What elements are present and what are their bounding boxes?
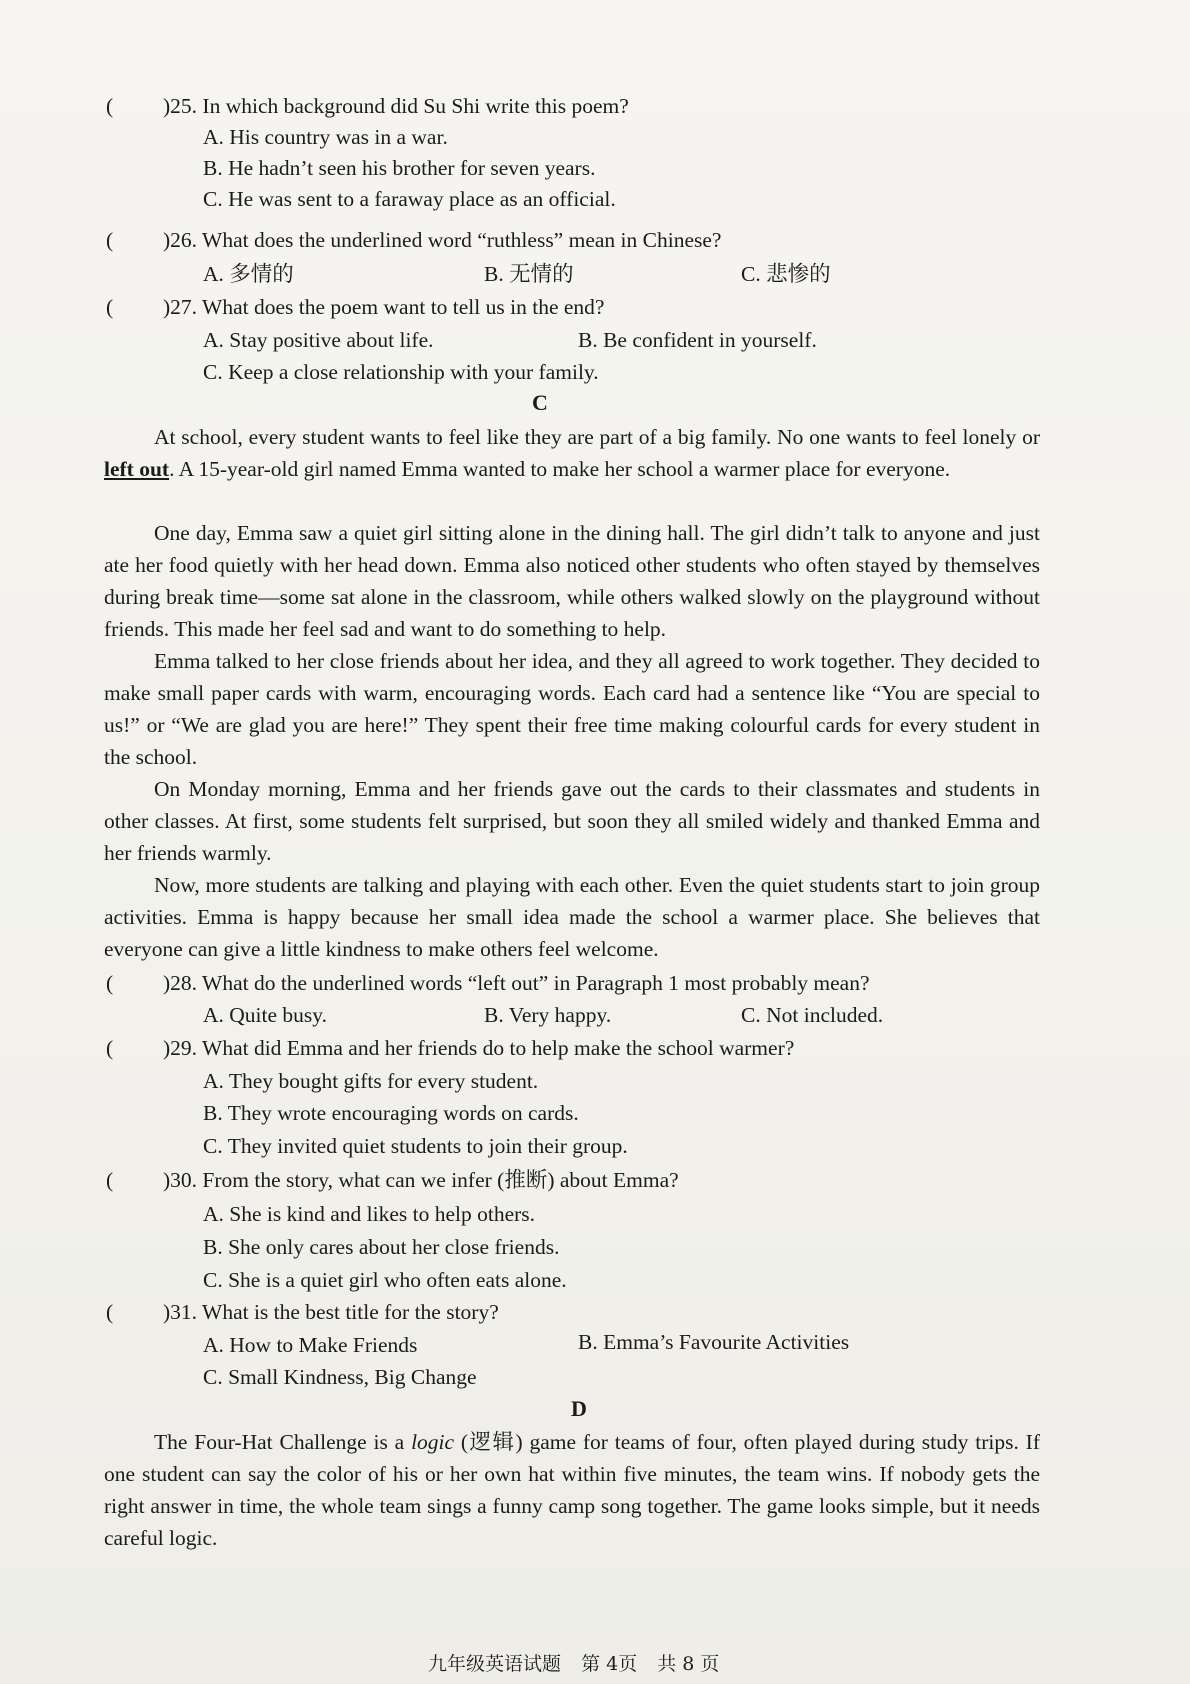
question-25: )25. In which background did Su Shi write this poem?: [163, 94, 629, 118]
footer-total-pages: 共 8 页: [657, 1653, 720, 1675]
question-31: )31. What is the best title for the story?: [163, 1300, 499, 1324]
page-footer: [428, 1651, 733, 1677]
section-d-paragraph-1: [104, 1426, 1040, 1554]
question-28: )28. What do the underlined words “left out” in Paragraph 1 most probably mean?: [163, 971, 870, 995]
option-25-a: A. His country was in a war.: [203, 125, 448, 149]
option-31-c: C. Small Kindness, Big Change: [203, 1365, 477, 1389]
question-30: )30. From the story, what can we infer (推断) about Emma?: [163, 1168, 679, 1192]
option-26-a: A. 多情的: [203, 262, 294, 286]
c-p1-before: At school, every student wants to feel like they are part of a big family. No one wants to feel lonely or: [154, 425, 1040, 449]
c-p1-after: . A 15-year-old girl named Emma wanted to make her school a warmer place for everyone.: [169, 457, 951, 481]
section-d-heading: D: [571, 1396, 587, 1421]
option-27-a: A. Stay positive about life.: [203, 328, 434, 352]
section-c-heading: C: [532, 390, 548, 415]
option-25-c: C. He was sent to a faraway place as an official.: [203, 187, 616, 211]
section-c-paragraph-3: Emma talked to her close friends about her idea, and they all agreed to work together. They decided to make small paper cards with warm, encouraging words. Each card had a sentence like “You are special to us!” or “We are glad you are here!” They spent their free time making colourful cards for every student in the school.: [104, 649, 1040, 769]
answer-paren-28: (: [106, 971, 114, 995]
option-30-a: A. She is kind and likes to help others.: [203, 1202, 536, 1226]
option-31-a: A. How to Make Friends: [203, 1333, 418, 1357]
question-26: )26. What does the underlined word “ruthless” mean in Chinese?: [163, 228, 722, 252]
footer-exam-title: 九年级英语试题: [428, 1653, 562, 1675]
answer-paren-30: (: [106, 1168, 114, 1192]
question-29: )29. What did Emma and her friends do to help make the school warmer?: [163, 1036, 795, 1060]
option-28-a: A. Quite busy.: [203, 1003, 328, 1027]
option-27-b: B. Be confident in yourself.: [578, 328, 817, 352]
option-29-b: B. They wrote encouraging words on cards.: [203, 1101, 579, 1125]
option-25-b: B. He hadn’t seen his brother for seven years.: [203, 156, 596, 180]
option-29-c: C. They invited quiet students to join their group.: [203, 1134, 628, 1158]
answer-paren-27: (: [106, 295, 114, 319]
d-p1-before: The Four-Hat Challenge is a: [154, 1430, 412, 1454]
option-27-c: C. Keep a close relationship with your family.: [203, 360, 599, 384]
answer-paren-25: (: [106, 94, 114, 118]
option-26-c: C. 悲惨的: [741, 262, 831, 286]
d-p1-after: (逻辑) game for teams of four, often played during study trips. If one student can say the color of his or her own hat within five minutes, the team wins. If nobody gets the right answer in time, the whole team sings a funny camp song together. The game looks simple, but it needs careful logic.: [104, 1430, 1040, 1550]
answer-paren-31: (: [106, 1300, 114, 1324]
option-30-c: C. She is a quiet girl who often eats alone.: [203, 1268, 567, 1292]
option-26-b: B. 无情的: [484, 262, 574, 286]
option-28-b: B. Very happy.: [484, 1003, 612, 1027]
section-c-paragraph-4: On Monday morning, Emma and her friends gave out the cards to their classmates and students in other classes. At first, some students felt surprised, but soon they all smiled widely and thanked Emma and her friends warmly.: [104, 777, 1040, 865]
question-27: )27. What does the poem want to tell us in the end?: [163, 295, 605, 319]
answer-paren-26: (: [106, 228, 114, 252]
section-c-paragraph-1: [104, 421, 1040, 485]
option-29-a: A. They bought gifts for every student.: [203, 1069, 539, 1093]
footer-page-number: 第 4页: [581, 1653, 638, 1675]
d-p1-italic: logic: [411, 1430, 455, 1454]
section-c-paragraph-2: One day, Emma saw a quiet girl sitting alone in the dining hall. The girl didn’t talk to anyone and just ate her food quietly with her head down. Emma also noticed other students who often stayed by themselves during break time—some sat alone in the classroom, while others walked slowly on the playground without friends. This made her feel sad and want to do something to help.: [104, 521, 1040, 641]
option-31-b: B. Emma’s Favourite Activities: [578, 1330, 850, 1354]
option-28-c: C. Not included.: [741, 1003, 884, 1027]
option-30-b: B. She only cares about her close friends.: [203, 1235, 560, 1259]
c-p1-underlined: left out: [104, 457, 170, 481]
section-c-paragraph-5: Now, more students are talking and playing with each other. Even the quiet students start to join group activities. Emma is happy because her small idea made the school a warmer place. She believes that everyone can give a little kindness to make others feel welcome.: [104, 873, 1040, 961]
answer-paren-29: (: [106, 1036, 114, 1060]
